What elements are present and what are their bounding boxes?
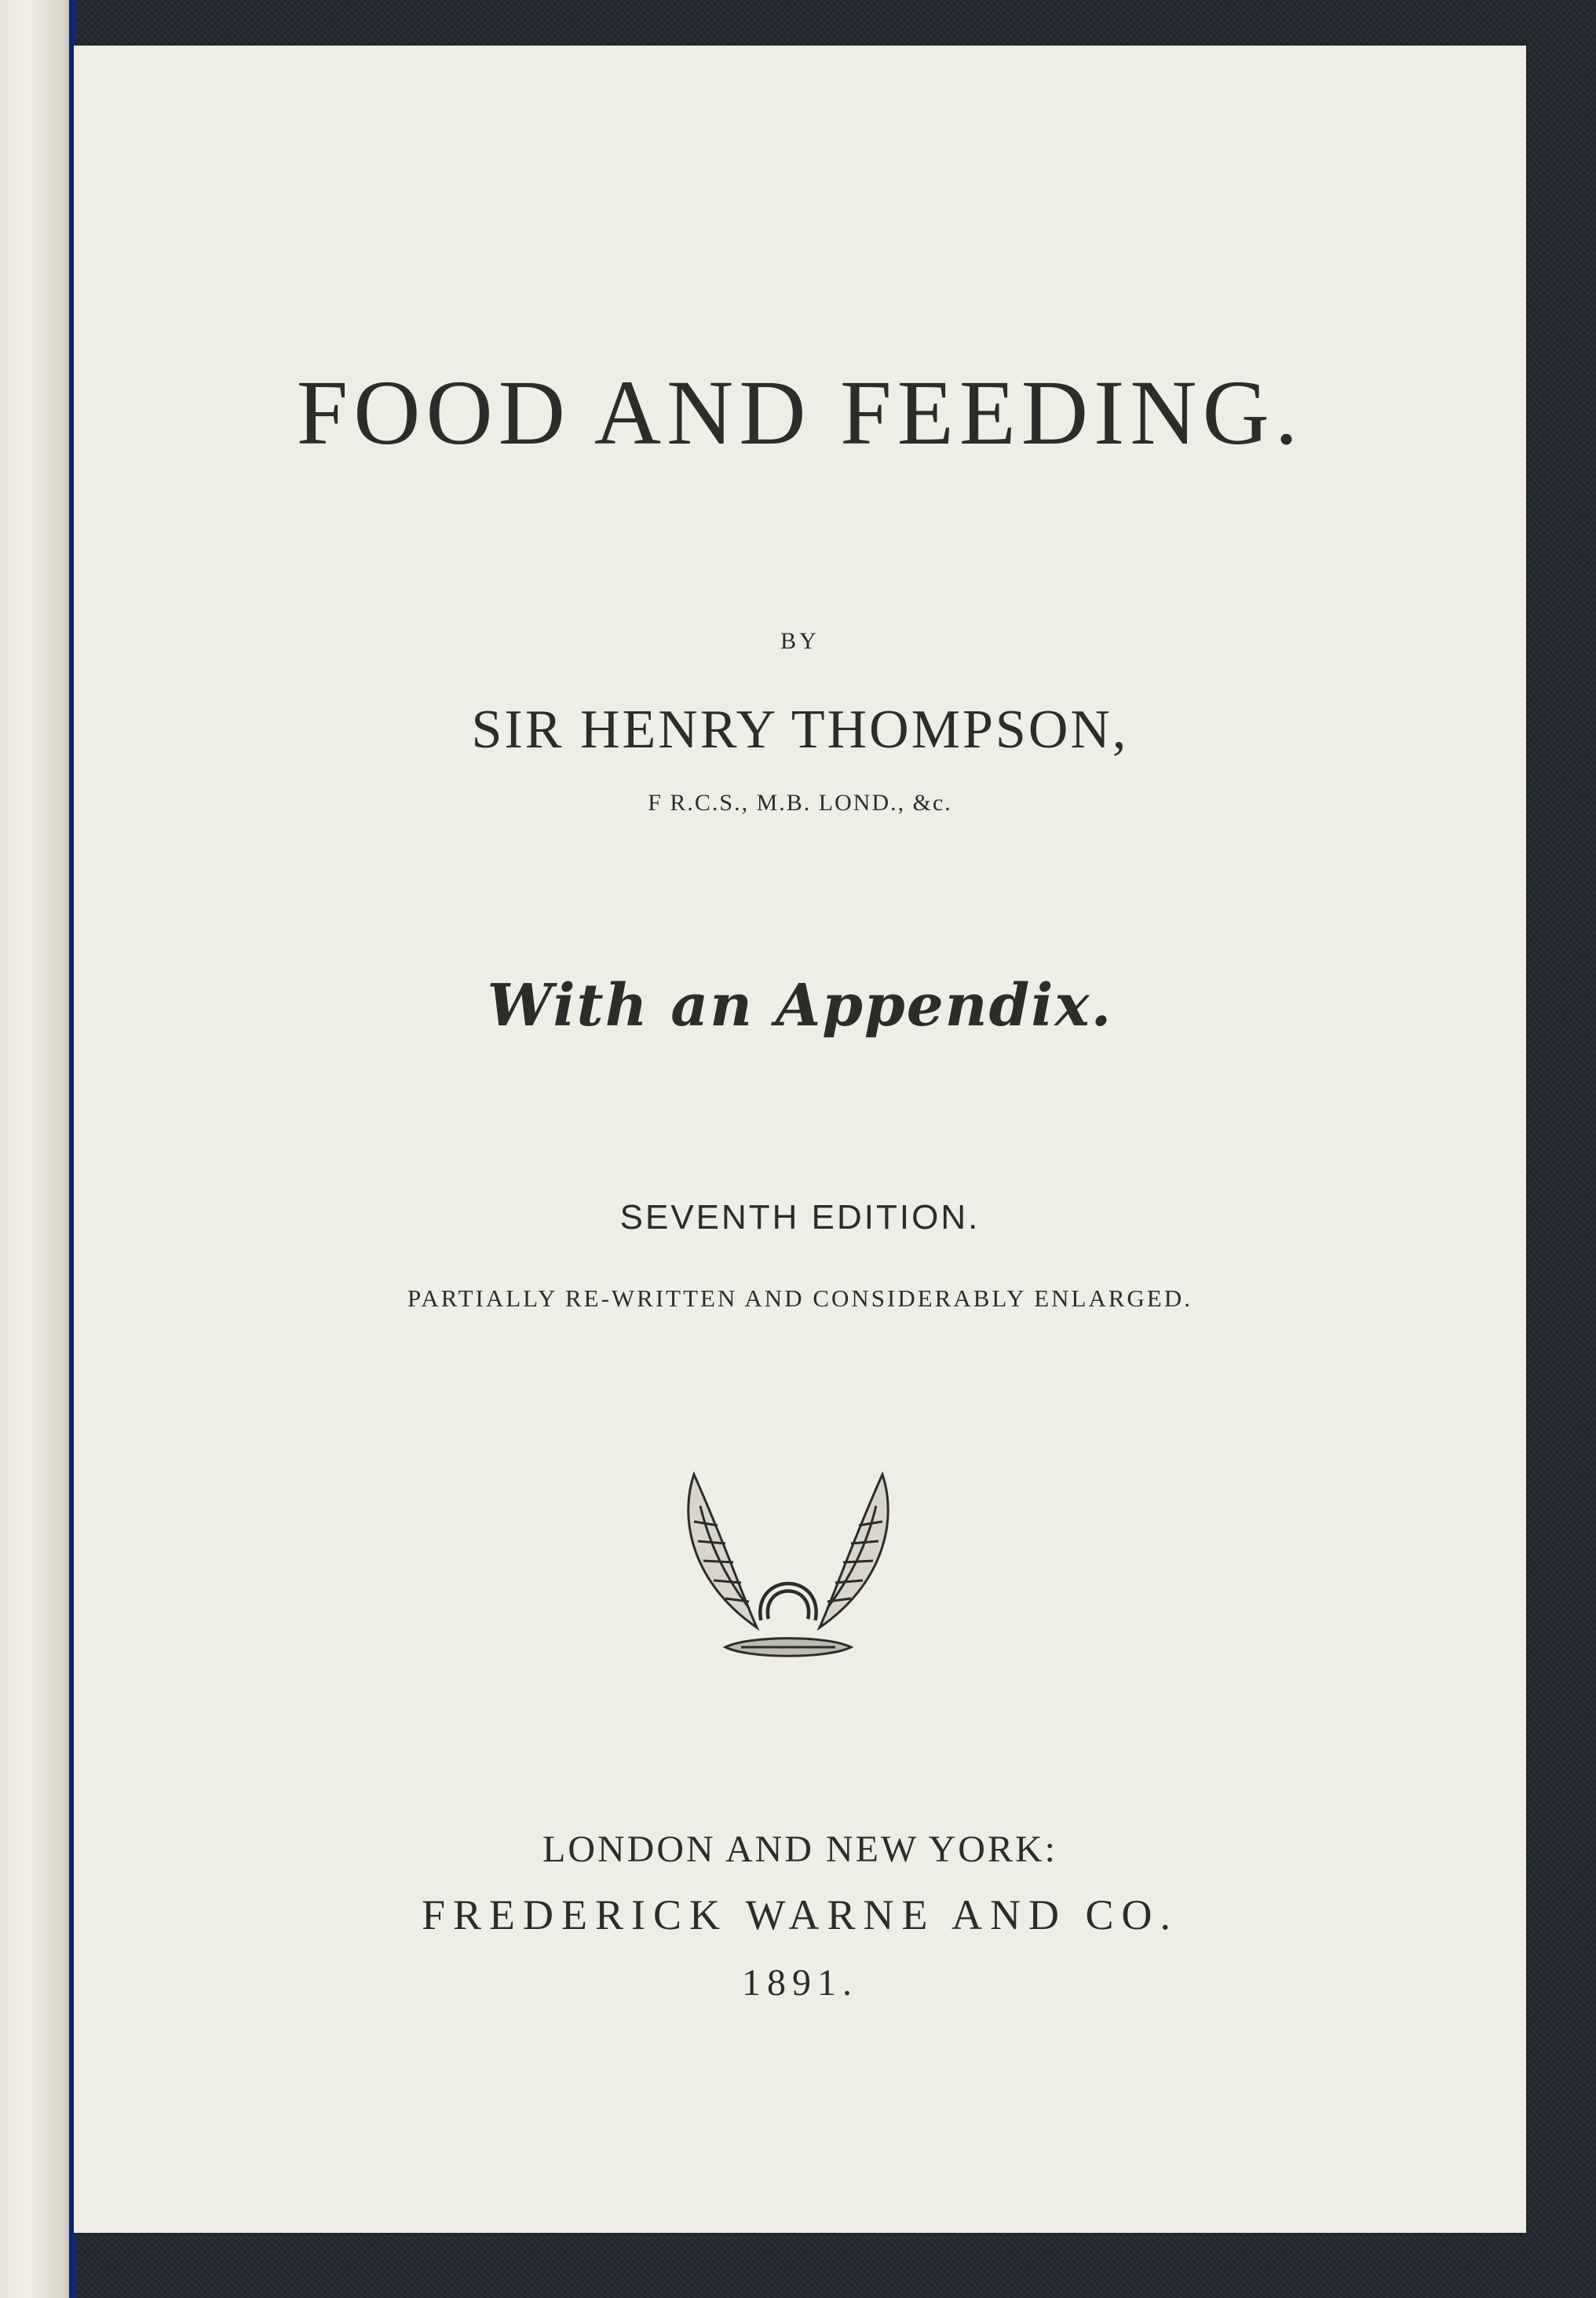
author-name: SIR HENRY THOMPSON,	[471, 700, 1129, 760]
appendix-note: With an Appendix.	[487, 972, 1113, 1039]
winged-horseshoe-icon	[670, 1459, 906, 1671]
publication-year: 1891.	[742, 1962, 858, 2004]
by-label: BY	[780, 628, 820, 654]
edition-label: SEVENTH EDITION.	[619, 1198, 981, 1237]
publication-place: LONDON AND NEW YORK:	[542, 1829, 1057, 1870]
left-page-edge	[0, 0, 69, 2298]
author-credentials: F R.C.S., M.B. LOND., &c.	[648, 790, 952, 816]
publisher-name: FREDERICK WARNE AND CO.	[421, 1891, 1179, 1938]
title-page	[74, 46, 1526, 2233]
edition-subtitle: PARTIALLY RE-WRITTEN AND CONSIDERABLY ENLARGED.	[407, 1284, 1193, 1312]
book-title: FOOD AND FEEDING.	[296, 361, 1304, 464]
